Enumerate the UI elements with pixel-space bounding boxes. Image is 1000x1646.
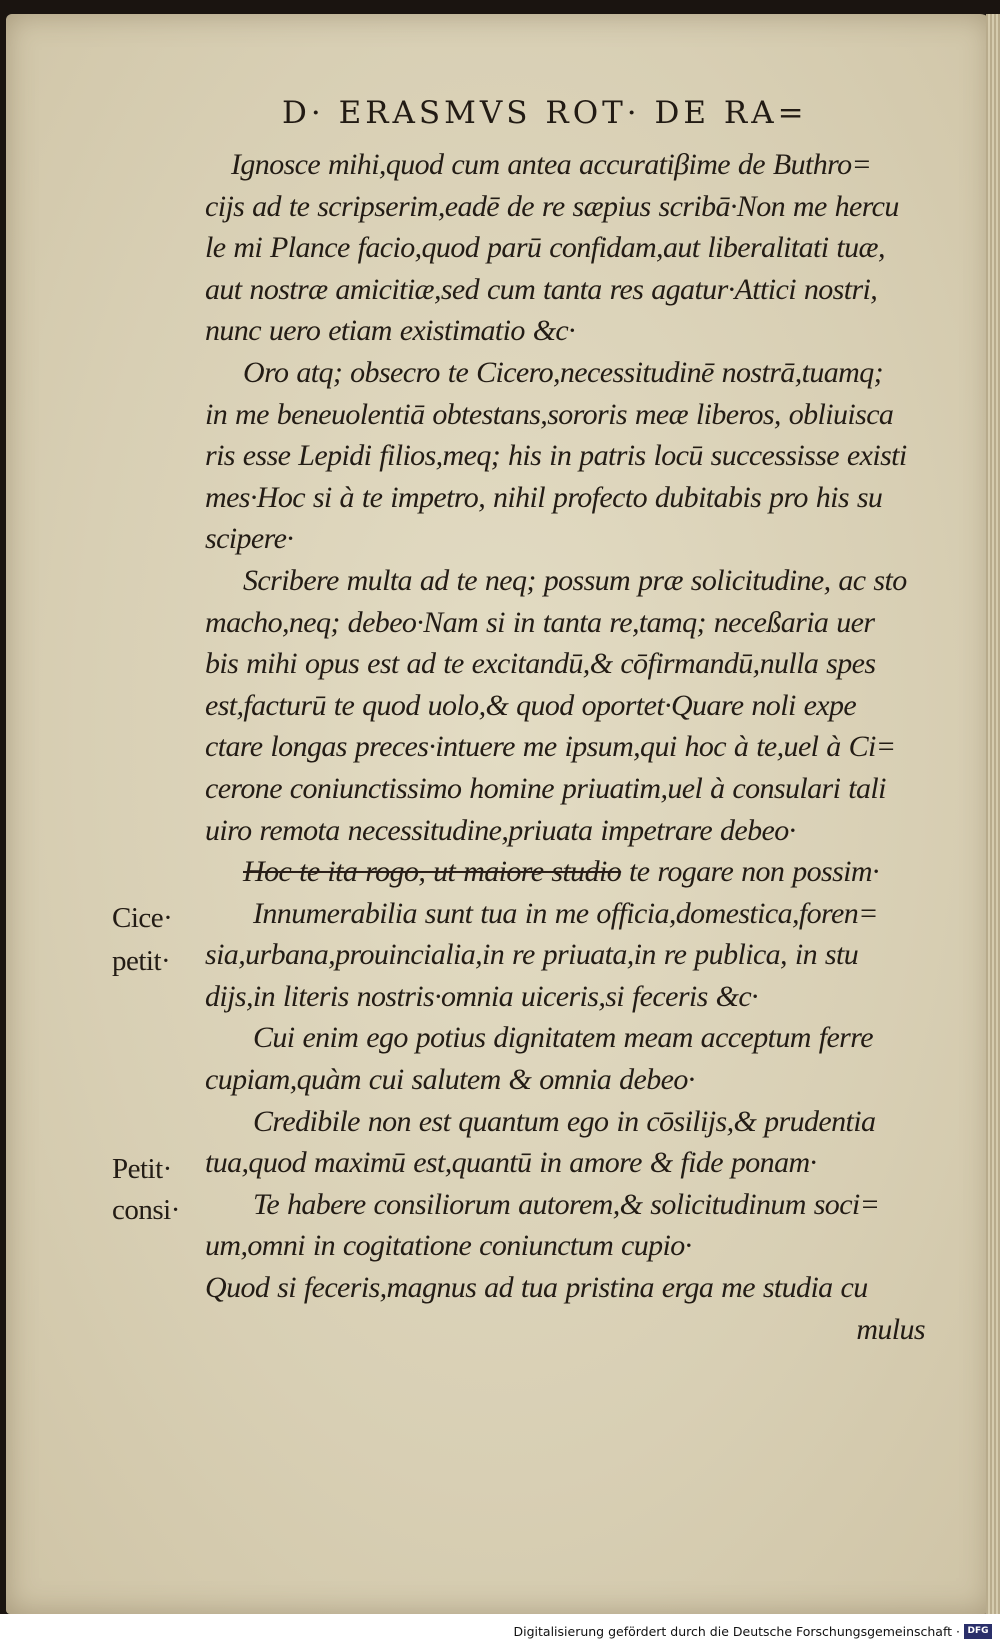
text-line: Oro atq; obsecro te Cicero,necessitudinē nostrā,tuamq; <box>243 355 883 389</box>
text-line: tua,quod maximū est,quantū in amore & fide ponam· <box>205 1146 817 1180</box>
text-line: Scribere multa ad te neq; possum præ solicitudine, ac sto <box>243 563 907 597</box>
text-line: Innumerabilia sunt tua in me officia,domestica,foren= <box>253 896 878 930</box>
text-line: bis mihi opus est ad te excitandū,& cōfirmandū,nulla spes <box>205 647 876 681</box>
text-line: Cui enim ego potius dignitatem meam acceptum ferre <box>253 1021 873 1055</box>
margin-note: Cice· <box>112 902 173 934</box>
text-line-rest: te rogare non possim· <box>629 855 879 889</box>
text-line: aut nostræ amicitiæ,sed cum tanta res agatur·Attici nostri, <box>205 272 878 306</box>
text-line: uiro remota necessitudine,priuata impetrare debeo· <box>205 813 796 847</box>
margin-note: petit· <box>112 945 171 977</box>
dfg-logo-icon: DFG <box>964 1624 992 1639</box>
text-line <box>205 851 925 893</box>
text-line: cijs ad te scripserim,eadē de re sæpius scribā·Non me hercu <box>205 189 899 223</box>
main-text <box>205 144 925 1350</box>
footer-credit: Digitalisierung gefördert durch die Deutsche Forschungsgemeinschaft · <box>513 1624 960 1639</box>
text-line: macho,neq; debeo·Nam si in tanta re,tamq; neceßaria uer <box>205 605 875 639</box>
margin-note: consi· <box>112 1194 180 1226</box>
text-line: Quod si feceris,magnus ad tua pristina erga me studia cu <box>205 1271 868 1305</box>
text-line: um,omni in cogitatione coniunctum cupio· <box>205 1229 692 1263</box>
text-line: nunc uero etiam existimatio &c· <box>205 314 576 348</box>
text-line: ris esse Lepidi filios,meq; his in patris locū successisse existi <box>205 439 907 473</box>
text-line: in me beneuolentiā obtestans,sororis meæ liberos, obliuisca <box>205 397 894 431</box>
running-head: D· ERASMVS ROT· DE RA= <box>282 95 808 131</box>
catchword: mulus <box>856 1312 925 1346</box>
text-line: cerone coniunctissimo homine priuatim,uel à consulari tali <box>205 771 886 805</box>
text-line: cupiam,quàm cui salutem & omnia debeo· <box>205 1063 695 1097</box>
text-line: est,facturū te quod uolo,& quod oportet·Quare noli expe <box>205 688 857 722</box>
text-line: Credibile non est quantum ego in cōsilijs,& prudentia <box>253 1104 876 1138</box>
text-line: sia,urbana,prouincialia,in re priuata,in re publica, in stu <box>205 938 859 972</box>
text-line: scipere· <box>205 522 294 556</box>
text-line: Ignosce mihi,quod cum antea accuratiβime de Buthro= <box>231 148 872 181</box>
text-line: ctare longas preces·intuere me ipsum,qui hoc à te,uel à Ci= <box>205 730 896 764</box>
footer-bar <box>0 1614 1000 1646</box>
struck-text: Hoc te ita rogo, ut maiore studio <box>243 855 622 889</box>
text-line: le mi Plance facio,quod parū confidam,aut liberalitati tuæ, <box>205 231 885 265</box>
page-edges <box>986 14 1000 1614</box>
text-line: Te habere consiliorum autorem,& solicitudinum soci= <box>253 1187 880 1221</box>
text-line: dijs,in literis nostris·omnia uiceris,si feceris &c· <box>205 979 758 1013</box>
text-line: mes·Hoc si à te impetro, nihil profecto dubitabis pro his su <box>205 480 883 514</box>
margin-note: Petit· <box>112 1153 172 1185</box>
